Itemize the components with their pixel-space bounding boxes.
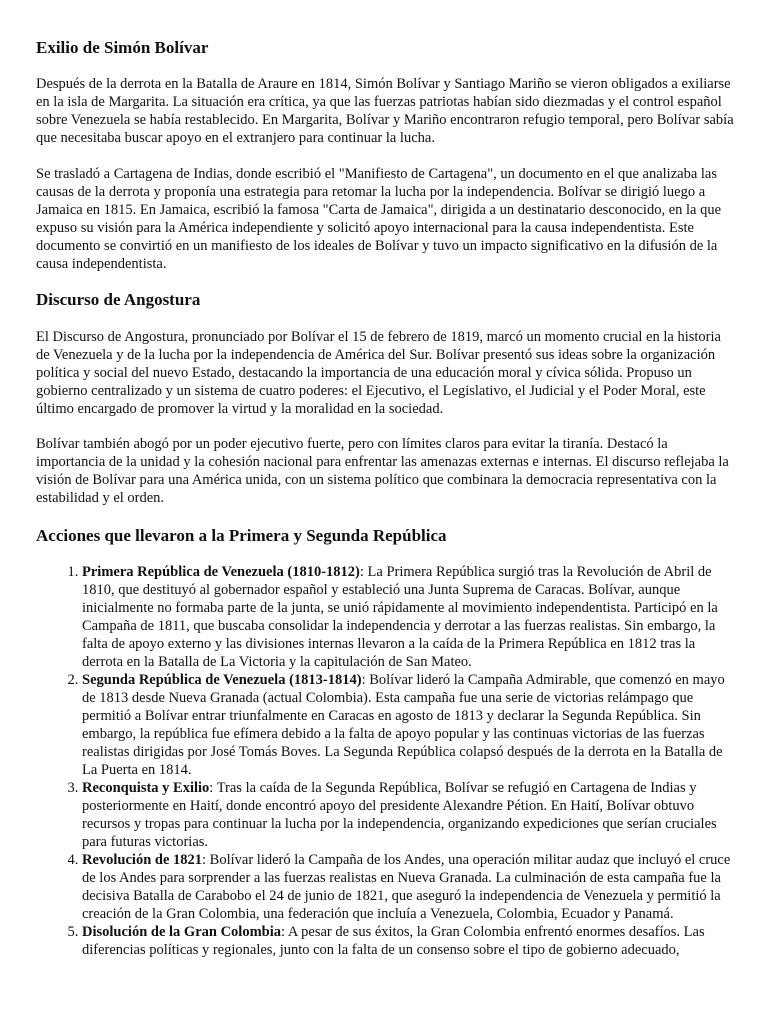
section-title-exilio: Exilio de Simón Bolívar [36,38,209,57]
list-item-heading: Disolución de la Gran Colombia [82,924,281,940]
list-item-heading: Primera República de Venezuela (1810-1812) [82,564,360,580]
list-item-text: : Tras la caída de la Segunda República, Bolívar se refugió en Cartagena de Indias y posteriormente en Haití, donde encontró apoyo del presidente Alexandre Pétion. En Haití, Bolívar obtuvo recursos y tropas para continuar la lucha por la independencia, organizando expediciones que serían cruciales para futuras victorias. [82,780,717,850]
list-item-heading: Segunda República de Venezuela (1813-1814) [82,672,362,688]
list-item-text: : A pesar de sus éxitos, la Gran Colombia enfrentó enormes desafíos. Las diferencias políticas y regionales, junto con la falta de un consenso sobre el tipo de gobierno adecuado, [82,924,705,958]
list-item-heading: Reconquista y Exilio [82,780,210,796]
paragraph-angostura-1: El Discurso de Angostura, pronunciado por Bolívar el 15 de febrero de 1819, marcó un momento crucial en la historia de Venezuela y de la lucha por la independencia de América del Sur. Bolívar presentó sus ideas sobre la organización política y social del nuevo Estado, destacando la importancia de una educación moral y cívica sólida. Propuso un gobierno centralizado y un sistema de cuatro poderes: el Ejecutivo, el Legislativo, el Judicial y el Poder Moral, este último encargado de promover la virtud y la moralidad en la sociedad. [36,329,721,417]
list-item-text: : Bolívar lideró la Campaña de los Andes, una operación militar audaz que incluyó el cruce de los Andes para sorprender a las fuerzas realistas en Nueva Granada. La culminación de esta campaña fue la decisiva Batalla de Carabobo el 24 de junio de 1821, que aseguró la independencia de Venezuela y permitió la creación de la Gran Colombia, una federación que incluía a Venezuela, Colombia, Ecuador y Panamá. [82,852,731,922]
section-title-acciones: Acciones que llevaron a la Primera y Segunda República [36,526,447,545]
list-item [82,923,736,959]
list-item [82,671,736,779]
paragraph-exilio-2: Se trasladó a Cartagena de Indias, donde escribió el "Manifiesto de Cartagena", un documento en el que analizaba las causas de la derrota y proponía una estrategia para retomar la lucha por la independencia. Bolívar se dirigió luego a Jamaica en 1815. En Jamaica, escribió la famosa "Carta de Jamaica", dirigida a un destinatario desconocido, en la que expuso su visión para la América independiente y solicitó apoyo internacional para la causa independentista. Este documento se convirtió en un manifiesto de los ideales de Bolívar y tuvo un impacto significativo en la difusión de la causa independentista. [36,166,722,272]
paragraph-angostura-2: Bolívar también abogó por un poder ejecutivo fuerte, pero con límites claros para evitar la tiranía. Destacó la importancia de la unidad y la cohesión nacional para enfrentar las amenazas externas e internas. El discurso reflejaba la visión de Bolívar para una América unida, con un sistema político que combinara la democracia representativa con la estabilidad y el orden. [36,436,729,506]
list-item-text: : La Primera República surgió tras la Revolución de Abril de 1810, que destituyó al gobernador español y estableció una Junta Suprema de Caracas. Bolívar, aunque inicialmente no formaba parte de la junta, se unió rápidamente al movimiento independentista. Participó en la Campaña de 1811, que buscaba consolidar la independencia y derrotar a las fuerzas realistas. Sin embargo, la falta de apoyo externo y las divisiones internas llevaron a la caída de la Primera República en 1812 tras la derrota en la Batalla de La Victoria y la capitulación de San Mateo. [82,564,718,670]
list-item [82,851,736,923]
acciones-list [36,563,736,959]
list-item-heading: Revolución de 1821 [82,852,203,868]
list-item [82,779,736,851]
list-item-text: : Bolívar lideró la Campaña Admirable, que comenzó en mayo de 1813 desde Nueva Granada (actual Colombia). Esta campaña fue una serie de victorias relámpago que permitió a Bolívar entrar triunfalmente en Caracas en agosto de 1813 y declarar la Segunda República. Sin embargo, la república fue efímera debido a la falta de apoyo popular y las continuas victorias de las fuerzas realistas dirigidas por José Tomás Boves. La Segunda República colapsó después de la derrota en la Batalla de La Puerta en 1814. [82,672,725,778]
section-title-angostura: Discurso de Angostura [36,290,201,309]
paragraph-exilio-1: Después de la derrota en la Batalla de Araure en 1814, Simón Bolívar y Santiago Mariño se vieron obligados a exiliarse en la isla de Margarita. La situación era crítica, ya que las fuerzas patriotas habían sido diezmadas y el control español sobre Venezuela se había restablecido. En Margarita, Bolívar y Mariño encontraron refugio temporal, pero Bolívar sabía que necesitaba buscar apoyo en el extranjero para continuar la lucha. [36,76,734,146]
list-item [82,563,736,671]
